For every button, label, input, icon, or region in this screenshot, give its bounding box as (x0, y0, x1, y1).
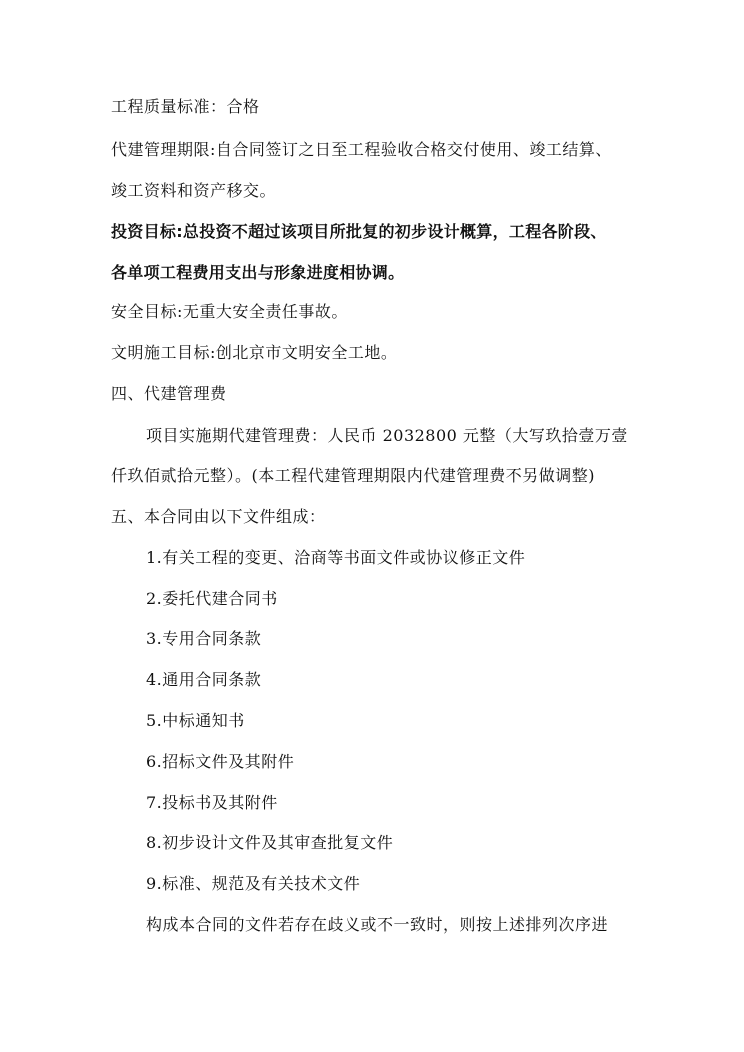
investment-goal-text-line2: 各单项工程费用支出与形象进度相协调。 (111, 263, 405, 282)
list-item: 4.通用合同条款 (146, 670, 262, 689)
management-period-text-line1: 代建管理期限:自合同签订之日至工程验收合格交付使用、竣工结算、 (111, 140, 612, 159)
safety-goal-text: 安全目标:无重大安全责任事故。 (111, 302, 348, 321)
quality-standard-text: 工程质量标准：合格 (111, 97, 260, 116)
list-item: 2.委托代建合同书 (146, 589, 278, 608)
section-4-heading: 四、代建管理费 (111, 384, 227, 403)
list-item: 3.专用合同条款 (146, 629, 262, 648)
list-item: 8.初步设计文件及其审查批复文件 (146, 833, 394, 852)
section-5-heading: 五、本合同由以下文件组成： (111, 507, 326, 526)
list-item: 9.标准、规范及有关技术文件 (146, 874, 361, 893)
closing-paragraph-text: 构成本合同的文件若存在歧义或不一致时，则按上述排列次序进 (146, 915, 609, 934)
management-fee-text-line1: 项目实施期代建管理费：人民币 2032800 元整（大写玖拾壹万壹 (146, 426, 628, 445)
management-period-text-line2: 竣工资料和资产移交。 (111, 181, 277, 200)
civilized-construction-goal-text: 文明施工目标:创北京市文明安全工地。 (111, 343, 398, 362)
management-fee-text-line2: 仟玖佰贰拾元整）。(本工程代建管理期限内代建管理费不另做调整) (111, 466, 595, 485)
list-item: 1.有关工程的变更、洽商等书面文件或协议修正文件 (146, 548, 526, 567)
list-item: 6.招标文件及其附件 (146, 752, 295, 771)
investment-goal-text-line1: 投资目标:总投资不超过该项目所批复的初步设计概算，工程各阶段、 (111, 222, 607, 241)
list-item: 5.中标通知书 (146, 711, 245, 730)
list-item: 7.投标书及其附件 (146, 793, 278, 812)
